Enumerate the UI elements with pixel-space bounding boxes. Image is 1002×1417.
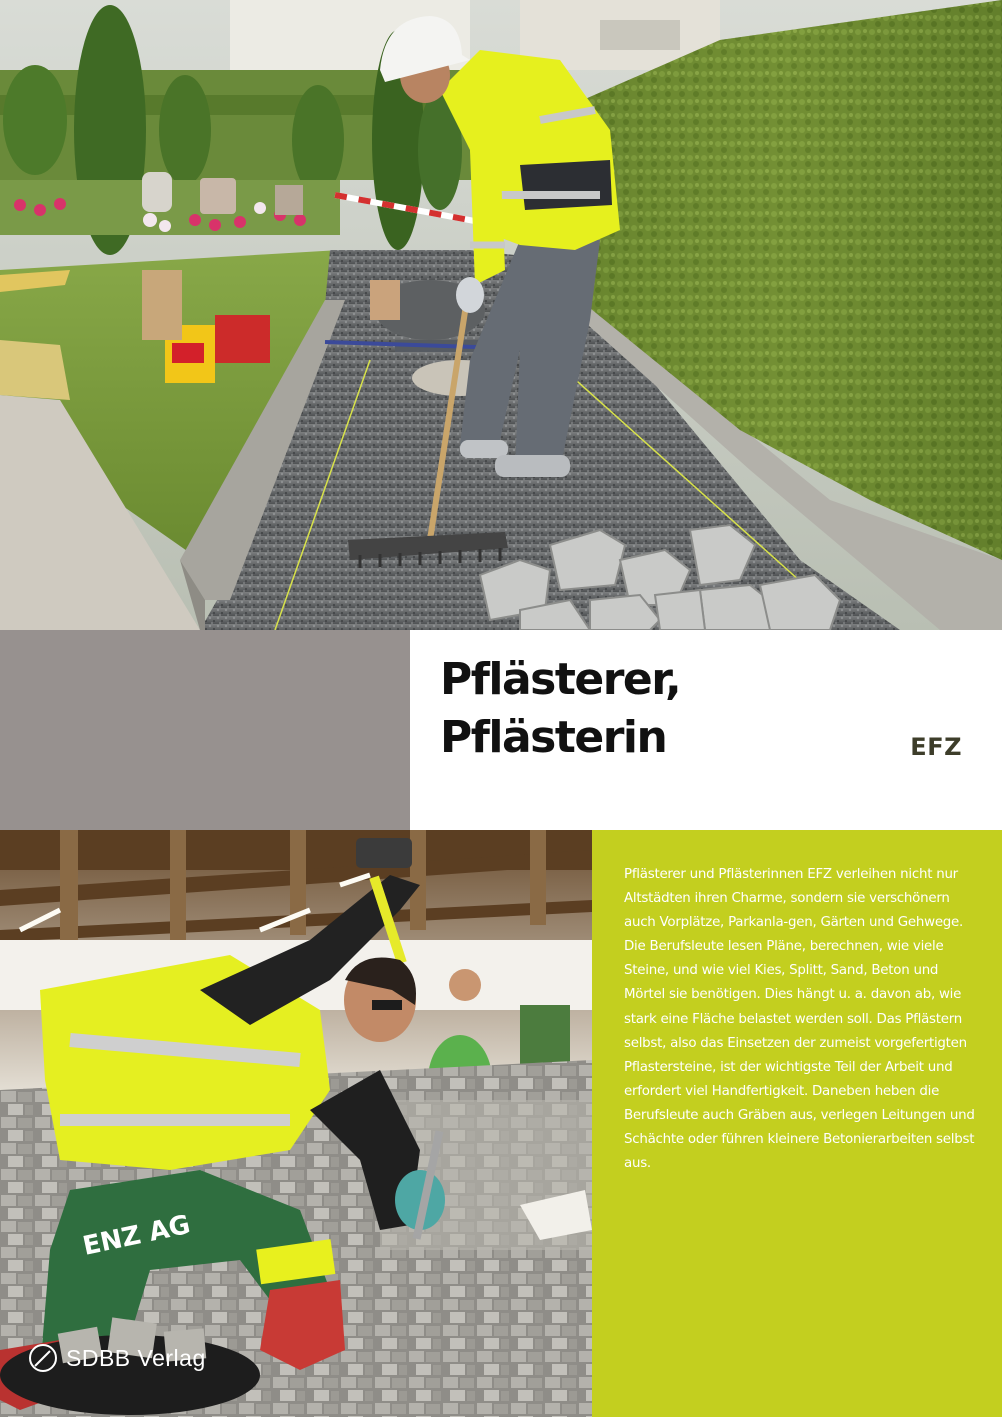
efz-badge: EFZ <box>910 733 962 761</box>
photo-paving-workshop <box>0 830 592 1417</box>
publisher-name: SDBB Verlag <box>66 1344 206 1371</box>
page-title-line-1: Pflästerer, <box>440 654 681 705</box>
publisher-logo <box>28 1343 206 1373</box>
gray-color-block <box>0 630 410 830</box>
title-block <box>410 630 1002 830</box>
vest-print-text: ENZ AG <box>80 1209 193 1262</box>
page-title-line-2: Pflästerin <box>440 712 667 763</box>
compass-circle-icon <box>28 1343 58 1373</box>
description-panel <box>592 830 1002 1417</box>
hero-photo-raking-gravel <box>0 0 1002 630</box>
description-text: Pflästerer und Pflästerinnen EFZ verleihen nicht nur Altstädten ihren Charme, sondern sie verschönern auch Vorplätze, Parkanla-gen, Gärten und Gehwege. Die Berufsleute lesen Pläne, berechnen, wie viele Steine, und wie viel Kies, Splitt, Sand, Beton und Mörtel sie benötigen. Dies hängt u. a. davon ab, wie stark eine Fläche belastet werden soll. Das Pflästern selbst, also das Einsetzen der zumeist vorgefertigten Pflastersteine, ist der wichtigste Teil der Arbeit und erfordert viel Handfertigkeit. Daneben heben die Berufsleute auch Gräben aus, verlegen Leitungen und Schächte oder führen kleinere Betonierarbeiten selbst aus. <box>624 867 975 1172</box>
